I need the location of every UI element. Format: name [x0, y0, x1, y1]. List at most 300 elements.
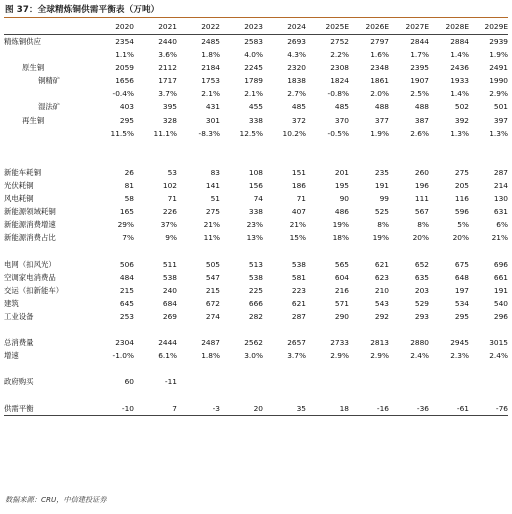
cell-value: 529 [414, 298, 429, 308]
cell-value: 214 [493, 181, 508, 191]
cell-value: 505 [205, 259, 220, 269]
cell-value: 540 [493, 298, 508, 308]
cell-value: 648 [454, 272, 469, 282]
cell-value [306, 389, 349, 402]
cell-value [96, 245, 134, 258]
cell-value: 2.2% [330, 50, 349, 60]
cell-value: 2.9% [330, 351, 349, 361]
cell-value: 2657 [287, 338, 306, 348]
cell-value: 1861 [370, 76, 389, 86]
cell-value: 295 [119, 115, 134, 125]
year-header: 2020 [96, 20, 134, 35]
cell-value: 604 [334, 272, 349, 282]
cell-value: 195 [334, 181, 349, 191]
table-row [4, 375, 508, 388]
cell-value [177, 153, 220, 166]
cell-value: 53 [167, 167, 177, 177]
cell-value [220, 245, 263, 258]
cell-value [220, 140, 263, 153]
year-header: 2021 [134, 20, 177, 35]
row-label: 铜精矿 [38, 76, 61, 86]
table-body [4, 35, 508, 416]
cell-value: 2348 [370, 63, 389, 73]
cell-value: 565 [334, 259, 349, 269]
cell-value [177, 375, 220, 388]
table-row [4, 231, 508, 244]
cell-value: 338 [248, 207, 263, 217]
cell-value: 151 [291, 167, 306, 177]
cell-value: 1.8% [201, 50, 220, 60]
cell-value: 484 [119, 272, 134, 282]
cell-value: 2320 [287, 63, 306, 73]
cell-value [469, 245, 508, 258]
cell-value: 19% [332, 220, 349, 230]
cell-value: 2444 [158, 338, 177, 348]
cell-value: 4.3% [287, 50, 306, 60]
cell-value: 2.6% [410, 128, 429, 138]
cell-value: 2884 [450, 37, 469, 46]
table-row [4, 35, 508, 49]
table-row [4, 362, 508, 375]
cell-value: 397 [493, 115, 508, 125]
cell-value: 3.7% [158, 89, 177, 99]
cell-value: 538 [291, 259, 306, 269]
cell-value: 292 [374, 311, 389, 321]
cell-value [389, 375, 429, 388]
cell-value: 3.7% [287, 351, 306, 361]
cell-value: 293 [414, 311, 429, 321]
cell-value [469, 153, 508, 166]
cell-value [469, 375, 508, 388]
cell-value: 2304 [115, 338, 134, 348]
cell-value [96, 323, 134, 336]
cell-value [306, 362, 349, 375]
cell-value: 37% [160, 220, 177, 230]
cell-value: 23% [246, 220, 263, 230]
cell-value [263, 140, 306, 153]
cell-value: 1933 [450, 76, 469, 86]
cell-value: 2059 [115, 63, 134, 73]
cell-value: 301 [205, 115, 220, 125]
row-label: 空调家电消费品 [4, 272, 56, 282]
cell-value: 534 [454, 298, 469, 308]
cell-value [349, 245, 389, 258]
cell-value: 511 [162, 259, 177, 269]
cell-value: 71 [296, 194, 306, 204]
row-label: 总消费量 [4, 338, 34, 348]
cell-value: -11 [164, 377, 177, 387]
table-row [4, 61, 508, 74]
cell-value [429, 323, 469, 336]
cell-value [177, 245, 220, 258]
cell-value: 1789 [244, 76, 263, 86]
cell-value: 2.9% [370, 351, 389, 361]
cell-value [134, 140, 177, 153]
cell-value: 29% [117, 220, 134, 230]
cell-value: 9% [165, 233, 177, 243]
cell-value: 253 [119, 311, 134, 321]
row-label [4, 245, 96, 258]
year-header: 2026E [349, 20, 389, 35]
cell-value: 2.4% [489, 351, 508, 361]
year-header: 2027E [389, 20, 429, 35]
cell-value [306, 245, 349, 258]
cell-value: 6% [496, 220, 508, 230]
table-row [4, 310, 508, 323]
row-label [4, 323, 96, 336]
cell-value: 1.8% [201, 351, 220, 361]
cell-value: 11.5% [110, 128, 134, 138]
cell-value: 223 [291, 285, 306, 295]
cell-value [469, 323, 508, 336]
cell-value: 328 [162, 115, 177, 125]
cell-value: 2436 [450, 63, 469, 73]
table-row [4, 100, 508, 113]
cell-value: 8% [377, 220, 389, 230]
cell-value [349, 362, 389, 375]
cell-value: 15% [289, 233, 306, 243]
cell-value: 2.5% [410, 89, 429, 99]
cell-value: 1.9% [489, 50, 508, 60]
row-label [4, 140, 96, 153]
year-header: 2022 [177, 20, 220, 35]
cell-value: 2395 [410, 63, 429, 73]
cell-value: 2308 [330, 63, 349, 73]
cell-value: -16 [349, 402, 389, 416]
cell-value [263, 375, 306, 388]
cell-value [263, 323, 306, 336]
table-row [4, 153, 508, 166]
cell-value: 392 [454, 115, 469, 125]
table-row [4, 323, 508, 336]
cell-value: 260 [414, 167, 429, 177]
cell-value [306, 323, 349, 336]
cell-value: 506 [119, 259, 134, 269]
cell-value: 623 [374, 272, 389, 282]
cell-value: 296 [493, 311, 508, 321]
cell-value: 2939 [489, 37, 508, 46]
cell-value: 1824 [330, 76, 349, 86]
cell-value: 26 [124, 167, 134, 177]
cell-value: 370 [334, 115, 349, 125]
row-label: 新能源消费增速 [4, 220, 56, 230]
cell-value: 191 [374, 181, 389, 191]
cell-value: 1.6% [370, 50, 389, 60]
cell-value: 282 [248, 311, 263, 321]
cell-value: 269 [162, 311, 177, 321]
year-header: 2025E [306, 20, 349, 35]
cell-value: 287 [291, 311, 306, 321]
cell-value: 226 [162, 207, 177, 217]
table-row [4, 336, 508, 349]
cell-value [220, 375, 263, 388]
row-label [4, 362, 96, 375]
cell-value: 631 [493, 207, 508, 217]
cell-value: 501 [493, 102, 508, 112]
table-row [4, 192, 508, 205]
cell-value [429, 389, 469, 402]
cell-value: 35 [263, 402, 306, 416]
cell-value: 538 [162, 272, 177, 282]
cell-value [349, 375, 389, 388]
table-row [4, 205, 508, 218]
cell-value: 2.4% [410, 351, 429, 361]
table-row [4, 258, 508, 271]
header-row [4, 20, 508, 35]
cell-value: 235 [374, 167, 389, 177]
cell-value: 7% [122, 233, 134, 243]
cell-value: 652 [414, 259, 429, 269]
cell-value [306, 140, 349, 153]
cell-value: 513 [248, 259, 263, 269]
cell-value: 205 [454, 181, 469, 191]
cell-value [134, 153, 177, 166]
cell-value: 2112 [158, 63, 177, 73]
cell-value [177, 362, 220, 375]
row-label: 建筑 [4, 298, 19, 308]
cell-value: 108 [248, 167, 263, 177]
cell-value [177, 140, 220, 153]
row-label [4, 389, 96, 402]
year-header: 2024 [263, 20, 306, 35]
cell-value: 395 [162, 102, 177, 112]
cell-value: 58 [124, 194, 134, 204]
cell-value: 20 [220, 402, 263, 416]
cell-value: 5% [457, 220, 469, 230]
cell-value [469, 362, 508, 375]
cell-value: 21% [203, 220, 220, 230]
cell-value: 2.3% [450, 351, 469, 361]
cell-value: 696 [493, 259, 508, 269]
cell-value: -1.0% [112, 351, 134, 361]
cell-value [429, 362, 469, 375]
cell-value: 1.9% [370, 128, 389, 138]
cell-value: 2487 [201, 338, 220, 348]
cell-value [349, 153, 389, 166]
cell-value: 3015 [489, 338, 508, 348]
cell-value [306, 375, 349, 388]
cell-value: 81 [124, 181, 134, 191]
cell-value: 21% [491, 233, 508, 243]
cell-value: 295 [454, 311, 469, 321]
cell-value: 3.6% [158, 50, 177, 60]
cell-value: -36 [389, 402, 429, 416]
cell-value: 196 [414, 181, 429, 191]
table-row [4, 284, 508, 297]
row-label [4, 127, 96, 140]
cell-value: 60 [124, 377, 134, 387]
cell-value [389, 323, 429, 336]
cell-value: 2440 [158, 37, 177, 46]
row-label: 光伏耗铜 [4, 181, 34, 191]
cell-value: 102 [162, 181, 177, 191]
row-label: 供需平衡 [4, 402, 96, 416]
cell-value: 99 [379, 194, 389, 204]
cell-value: -76 [469, 402, 508, 416]
cell-value: 1717 [158, 76, 177, 86]
cell-value: 83 [210, 167, 220, 177]
cell-value [349, 323, 389, 336]
cell-value: 141 [205, 181, 220, 191]
cell-value [389, 245, 429, 258]
cell-value: 684 [162, 298, 177, 308]
row-label: 增速 [4, 351, 19, 361]
cell-value: 2.0% [370, 89, 389, 99]
cell-value: 2245 [244, 63, 263, 73]
cell-value: 407 [291, 207, 306, 217]
cell-value: 525 [374, 207, 389, 217]
cell-value: 1.1% [115, 50, 134, 60]
table-row [4, 179, 508, 192]
cell-value: 581 [291, 272, 306, 282]
cell-value: 21% [289, 220, 306, 230]
cell-value: 486 [334, 207, 349, 217]
cell-value [134, 323, 177, 336]
row-label: 再生铜 [22, 115, 45, 125]
cell-value: 225 [248, 285, 263, 295]
cell-value: 403 [119, 102, 134, 112]
cell-value: 130 [493, 194, 508, 204]
cell-value [469, 389, 508, 402]
cell-value: 6.1% [158, 351, 177, 361]
cell-value: 287 [493, 167, 508, 177]
cell-value: 74 [253, 194, 263, 204]
cell-value: 116 [454, 194, 469, 204]
table-row [4, 140, 508, 153]
cell-value [220, 153, 263, 166]
cell-value: 2583 [244, 37, 263, 46]
cell-value [306, 153, 349, 166]
cell-value [349, 140, 389, 153]
cell-value: 240 [162, 285, 177, 295]
cell-value: 547 [205, 272, 220, 282]
cell-value: 2797 [370, 37, 389, 46]
row-label: 政府购买 [4, 377, 34, 387]
table-row [4, 166, 508, 179]
cell-value: 377 [374, 115, 389, 125]
cell-value: 18 [306, 402, 349, 416]
row-label: 湿法矿 [38, 102, 61, 112]
cell-value [177, 323, 220, 336]
cell-value: 290 [334, 311, 349, 321]
row-label: 工业设备 [4, 311, 34, 321]
cell-value: 645 [119, 298, 134, 308]
row-label: 风电耗铜 [4, 194, 34, 204]
row-label [4, 87, 96, 100]
cell-value [389, 362, 429, 375]
cell-value: 1990 [489, 76, 508, 86]
cell-value: 2693 [287, 37, 306, 46]
cell-value [220, 323, 263, 336]
cell-value: 661 [493, 272, 508, 282]
year-header: 2029E [469, 20, 508, 35]
figure-title: 图 37：全球精炼铜供需平衡表（万吨） [5, 5, 160, 15]
cell-value: 90 [339, 194, 349, 204]
cell-value: 4.0% [244, 50, 263, 60]
cell-value: 51 [210, 194, 220, 204]
cell-value: 372 [291, 115, 306, 125]
cell-value: -0.8% [327, 89, 349, 99]
cell-value: 2.7% [287, 89, 306, 99]
cell-value: 485 [334, 102, 349, 112]
cell-value [96, 362, 134, 375]
cell-value: 2485 [201, 37, 220, 46]
cell-value: 19% [372, 233, 389, 243]
row-label: 原生铜 [22, 63, 45, 73]
cell-value: 7 [134, 402, 177, 416]
cell-value [469, 140, 508, 153]
cell-value: 455 [248, 102, 263, 112]
cell-value: 485 [291, 102, 306, 112]
cell-value: 2813 [370, 338, 389, 348]
cell-value: 3.0% [244, 351, 263, 361]
cell-value: 1.4% [450, 89, 469, 99]
year-header: 2028E [429, 20, 469, 35]
cell-value: 12.5% [239, 128, 263, 138]
cell-value: 203 [414, 285, 429, 295]
cell-value: 543 [374, 298, 389, 308]
table-row [4, 74, 508, 87]
cell-value: 2562 [244, 338, 263, 348]
cell-value: 2880 [410, 338, 429, 348]
row-label: 新能源消费占比 [4, 233, 56, 243]
table-row [4, 48, 508, 61]
cell-value: 567 [414, 207, 429, 217]
cell-value: -10 [96, 402, 134, 416]
cell-value: 596 [454, 207, 469, 217]
cell-value: 1.7% [410, 50, 429, 60]
cell-value [389, 140, 429, 153]
cell-value: 186 [291, 181, 306, 191]
cell-value: 2491 [489, 63, 508, 73]
cell-value: 11.1% [153, 128, 177, 138]
cell-value: 20% [452, 233, 469, 243]
cell-value: 275 [454, 167, 469, 177]
cell-value: 1753 [201, 76, 220, 86]
cell-value [96, 389, 134, 402]
cell-value: 215 [119, 285, 134, 295]
cell-value: 488 [414, 102, 429, 112]
cell-value [389, 153, 429, 166]
row-label [4, 48, 96, 61]
cell-value: 156 [248, 181, 263, 191]
cell-value [429, 140, 469, 153]
cell-value [96, 153, 134, 166]
cell-value: 2354 [115, 37, 134, 46]
cell-value: -8.3% [198, 128, 220, 138]
cell-value [263, 245, 306, 258]
cell-value [220, 389, 263, 402]
cell-value: 1838 [287, 76, 306, 86]
cell-value: 1656 [115, 76, 134, 86]
cell-value: 387 [414, 115, 429, 125]
row-label: 电网（扣风光） [4, 259, 56, 269]
cell-value: 502 [454, 102, 469, 112]
cell-value: 666 [248, 298, 263, 308]
cell-value: 2752 [330, 37, 349, 46]
cell-value: -3 [177, 402, 220, 416]
cell-value: 2184 [201, 63, 220, 73]
cell-value: 191 [493, 285, 508, 295]
source-note: 数据来源：CRU，中信建投证券 [5, 495, 107, 504]
cell-value: 431 [205, 102, 220, 112]
cell-value: 1.4% [450, 50, 469, 60]
cell-value: 13% [246, 233, 263, 243]
table-row [4, 87, 508, 100]
cell-value: 488 [374, 102, 389, 112]
cell-value [263, 362, 306, 375]
cell-value: -0.4% [112, 89, 134, 99]
